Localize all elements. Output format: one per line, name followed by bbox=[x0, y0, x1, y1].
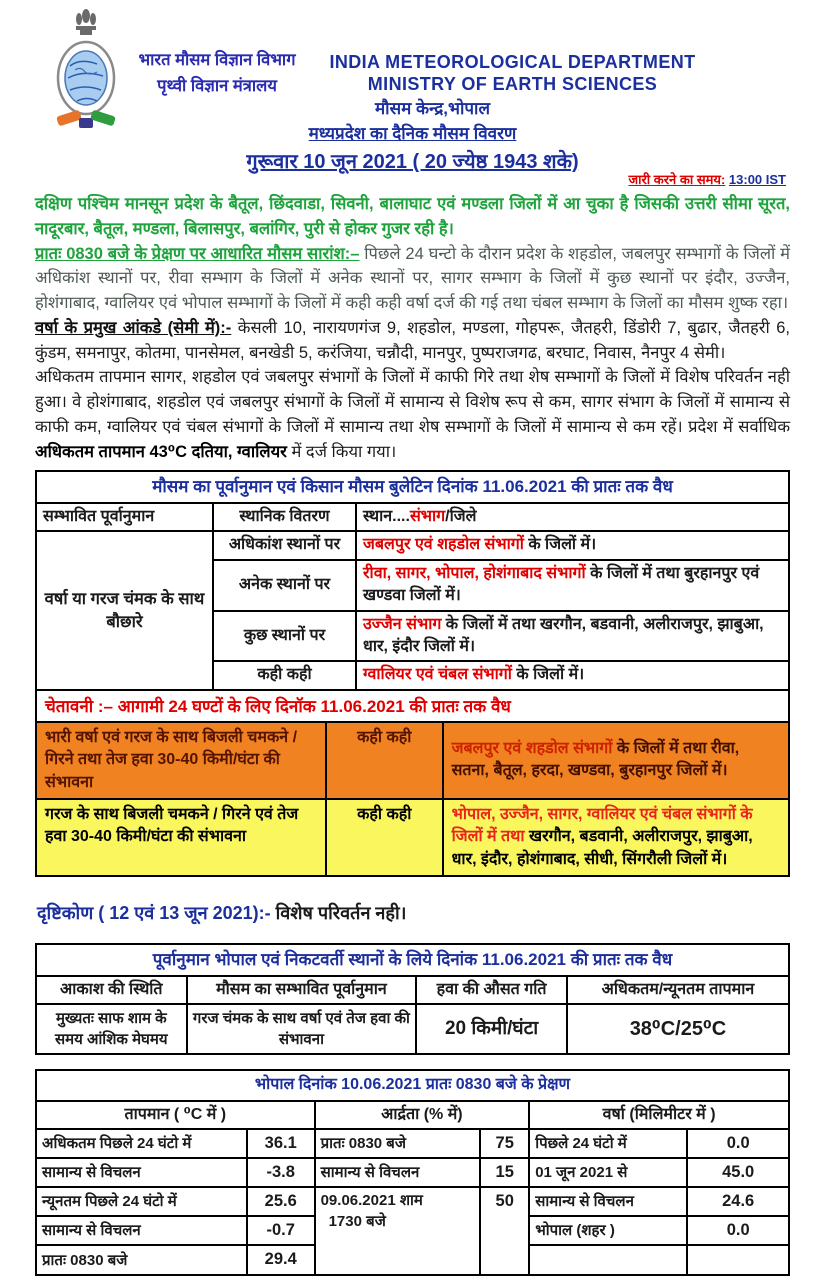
city-forecast-data-row bbox=[36, 1004, 789, 1054]
observations-row-2: सामान्य से विचलन -3.8 सामान्य से विचलन 15 01 जून 2021 से 45.0 bbox=[36, 1158, 789, 1187]
warning-distribution: कही कही bbox=[326, 799, 443, 876]
forecast-col2-header: स्थानिक वितरण bbox=[213, 503, 356, 531]
department-title-english bbox=[235, 0, 790, 95]
org-name-hindi: भारत मौसम विज्ञान विभाग bbox=[138, 51, 296, 69]
forecast-col3-header: स्थान....संभाग/जिले bbox=[356, 503, 789, 531]
warning-distribution: कही कही bbox=[326, 722, 443, 799]
max-temp-highlight: अधिकतम तापमान 43⁰C दतिया, ग्वालियर bbox=[35, 442, 287, 461]
city-forecast-header-row: आकाश की स्थिति मौसम का सम्भावित पूर्वानुमान हवा की औसत गति अधिकतम/न्यूनतम तापमान bbox=[36, 976, 789, 1004]
rainfall-figures-paragraph: वर्षा के प्रमुख आंकडे (सेमी में):- केसली 10, नारायणगंज 9, शहडोल, मण्डला, गोहपरू, जैतहरी, डिंडोरी 7, बुढार, जैतहरी 6, कुंडम, समनापुर, कोतमा, पानसेमल, बनखेडी 5, करंजिया, चन्नौदी, मानपुर, पुष्पराजगढ, बरघाट, निवास, नैनपुर 4 सेमी। bbox=[35, 318, 790, 362]
humidity-evening-value: 50 bbox=[480, 1187, 529, 1274]
forecast-row-1: वर्षा या गरज चंमक के साथ बौछारे अधिकांश स्थानों पर जबलपुर एवं शहडोल संभागों के जिलों में। bbox=[36, 531, 789, 559]
humidity-group-header: आर्द्रता (% में) bbox=[315, 1101, 530, 1129]
observation-summary-paragraph: प्रातः 0830 बजे के प्रेक्षण पर आधारित मौसम सारांश:– पिछले 24 घन्टो के दौरान प्रदेश के शहडोल, जबलपुर सम्भागों के जिलों में अधिकांश स्थानों पर, रीवा सम्भाग के जिलों में अनेक स्थानों पर, सागर सम्भाग के जिलों में कुछ स्थानों पर इंदौर, उज्जैन, होशंगाबाद, ग्वालियर एवं भोपाल सम्भागों के जिलों में कही कही वर्षा दर्ज की गई तथा चंबल सम्भाग के जिलों का मौसम शुष्क रहा। bbox=[35, 244, 790, 312]
rainfall-group-header: वर्षा (मिलिमीटर में ) bbox=[529, 1101, 789, 1129]
city-forecast-table bbox=[35, 943, 790, 1055]
wind-speed: 20 किमी/घंटा bbox=[416, 1004, 567, 1054]
ministry-name-hindi: पृथ्वी विज्ञान मंत्रालय bbox=[157, 76, 277, 95]
forecast-table-title: मौसम का पूर्वानुमान एवं किसान मौसम बुलेटिन दिनांक 11.06.2021 की प्रातः तक वैध bbox=[36, 471, 789, 503]
forecast-row-3: कुछ स्थानों पर उज्जैन संभाग के जिलों में तथा खरगौन, बडवानी, अलीराजपुर, झाबुआ, धार, इंदौर जिलों में। bbox=[36, 611, 789, 662]
observations-row-3: न्यूनतम पिछले 24 घंटो में 25.6 09.06.2021 शाम 1730 बजे 50 सामान्य से विचलन 24.6 bbox=[36, 1187, 789, 1216]
issue-time-value: 13:00 IST bbox=[728, 172, 786, 187]
outlook-line: दृष्टिकोण ( 12 एवं 13 जून 2021):- विशेष परिवर्तन नही। bbox=[37, 903, 407, 924]
issue-time-label: जारी करने का समय: bbox=[628, 172, 726, 187]
met-centre-title: मौसम केन्द्र,भोपाल bbox=[375, 99, 490, 119]
humidity-evening-label: 09.06.2021 शाम 1730 बजे bbox=[315, 1187, 481, 1274]
summary-section bbox=[35, 192, 790, 464]
forecast-col1-header: सम्भावित पूर्वानुमान bbox=[36, 503, 213, 531]
observations-row-4: सामान्य से विचलन -0.7 भोपाल (शहर ) 0.0 bbox=[36, 1216, 789, 1245]
forecast-event-label: वर्षा या गरज चंमक के साथ बौछारे bbox=[36, 531, 213, 689]
warning-row-heavy-rain bbox=[36, 722, 789, 799]
sky-condition: मुख्यतः साफ शाम के समय आंशिक मेघमय bbox=[36, 1004, 187, 1054]
warning-row-thunderstorm bbox=[36, 799, 789, 876]
bulletin-date-line: गुरूवार 10 जून 2021 ( 20 ज्येष्ठ 1943 शके) bbox=[246, 151, 579, 174]
outlook-heading: दृष्टिकोण ( 12 एवं 13 जून 2021):- bbox=[37, 903, 271, 924]
observations-row-1: अधिकतम पिछले 24 घंटो में 36.1 प्रातः 0830 बजे 75 पिछले 24 घंटो में 0.0 bbox=[36, 1129, 789, 1158]
bulletin-title: मध्यप्रदेश का दैनिक मौसम विवरण bbox=[308, 124, 517, 144]
observations-table bbox=[35, 1069, 790, 1275]
forecast-table bbox=[35, 470, 790, 691]
dept-title-line1: INDIA METEOROLOGICAL DEPARTMENT bbox=[329, 52, 696, 72]
warning-table bbox=[35, 721, 790, 877]
warning-event: भारी वर्षा एवं गरज के साथ बिजली चमकने / गिरने तथा तेज हवा 30-40 किमी/घंटा की संभावना bbox=[36, 722, 326, 799]
observations-group-header-row bbox=[36, 1101, 789, 1129]
dept-title-line2: MINISTRY OF EARTH SCIENCES bbox=[367, 73, 658, 94]
warning-event: गरज के साथ बिजली चमकने / गिरने एवं तेज हवा 30-40 किमी/घंटा की संभावना bbox=[36, 799, 326, 876]
warning-districts: भोपाल, उज्जैन, सागर, ग्वालियर एवं चंबल संभागों के जिलों में तथा खरगौन, बडवानी, अलीराजपुर, झाबुआ, धार, इंदौर, होशंगाबाद, सीधी, सिंगरौली जिलों में। bbox=[443, 799, 789, 876]
imd-logo-icon bbox=[55, 6, 117, 138]
observations-title: भोपाल दिनांक 10.06.2021 प्रातः 0830 बजे के प्रेक्षण bbox=[36, 1070, 789, 1100]
forecast-row-4: कही कही ग्वालियर एवं चंबल संभागों के जिलों में। bbox=[36, 661, 789, 689]
monsoon-paragraph: दक्षिण पश्चिम मानसून प्रदेश के बैतूल, छिंदवाडा, सिवनी, बालाघाट एवं मण्डला जिलों में आ चुका है जिसकी उत्तरी सीमा सूरत, नादूरबार, बैतूल, मण्डला, बिलासपुर, बलांगिर, पुरी से होकर गुजर रही है। bbox=[35, 195, 790, 238]
ministry-names bbox=[117, 48, 317, 99]
warning-districts: जबलपुर एवं शहडोल संभागों के जिलों में तथा रीवा, सतना, बैतूल, हरदा, खण्डवा, बुरहानपुर जिलों में। bbox=[443, 722, 789, 799]
rainfall-figures-heading: वर्षा के प्रमुख आंकडे (सेमी में):- bbox=[35, 318, 232, 337]
temperature-paragraph: अधिकतम तापमान सागर, शहडोल एवं जबलपुर संभागों के जिलों में काफी गिरे तथा शेष सम्भागों के जिलों में विशेष परिवर्तन नही हुआ। वे होशंगाबाद, शहडोल एवं जबलपुर संभागों के जिलों में सामान्य से विशेष रूप से कम, सागर संभाग के जिलों में सामान्य से काफी कम, ग्वालियर एवं चंबल संभागों के जिलों में सामान्य तथा शेष सम्भागों के जिलों में सामान्य से कम रहें। प्रदेश में सर्वाधिक अधिकतम तापमान 43⁰C दतिया, ग्वालियर में दर्ज किया गया। bbox=[35, 368, 790, 461]
observations-row-5: प्रातः 0830 बजे 29.4 bbox=[36, 1245, 789, 1274]
temperature-group-header: तापमान ( ⁰C में ) bbox=[36, 1101, 315, 1129]
warning-title: चेतावनी :– आगामी 24 घण्टों के लिए दिनॉक 11.06.2021 की प्रातः तक वैध bbox=[35, 691, 790, 721]
max-min-temperature: 38⁰C/25⁰C bbox=[567, 1004, 789, 1054]
document-header bbox=[35, 0, 790, 174]
forecast-row-2: अनेक स्थानों पर रीवा, सागर, भोपाल, होशंगाबाद संभागों के जिलों में तथा बुरहानपुर एवं खण्डवा जिलों में। bbox=[36, 560, 789, 611]
observation-summary-heading: प्रातः 0830 बजे के प्रेक्षण पर आधारित मौसम सारांश:– bbox=[35, 244, 360, 263]
city-forecast-title: पूर्वानुमान भोपाल एवं निकटवर्ती स्थानों के लिये दिनांक 11.06.2021 की प्रातः तक वैध bbox=[36, 944, 789, 976]
weather-forecast: गरज चंमक के साथ वर्षा एवं तेज हवा की संभावना bbox=[187, 1004, 417, 1054]
